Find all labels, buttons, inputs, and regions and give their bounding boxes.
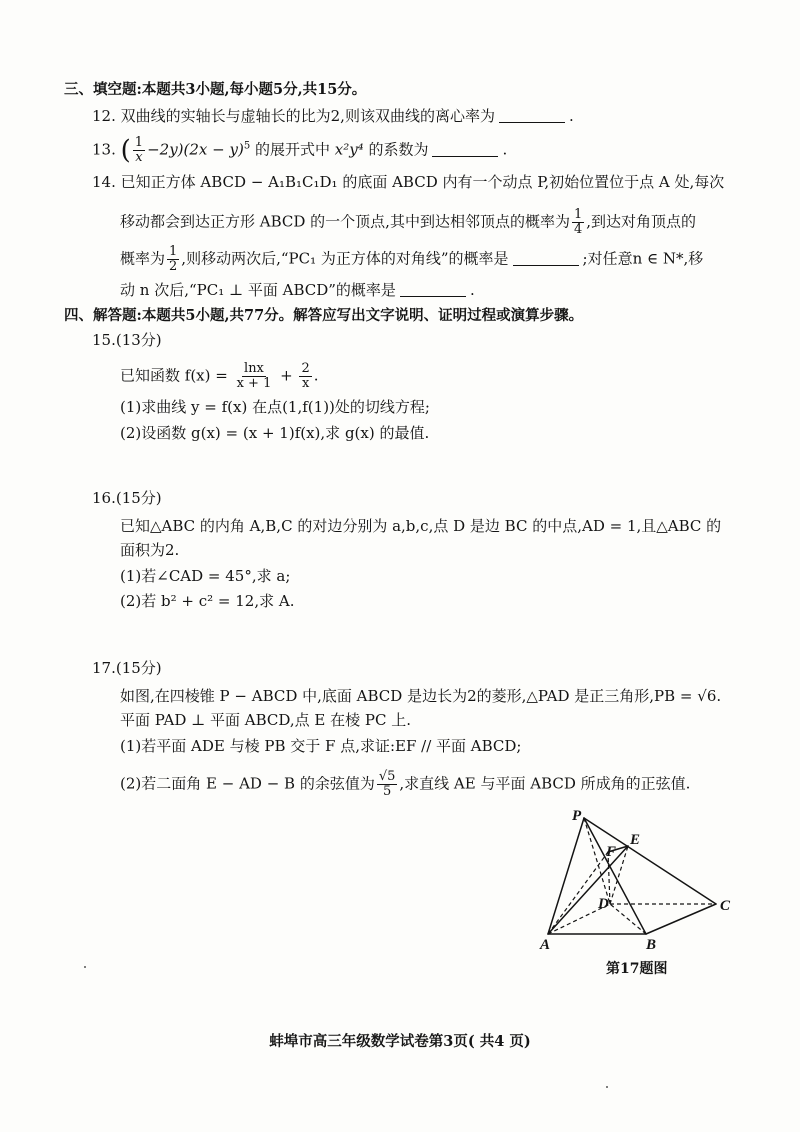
q14-number: 14. [92, 173, 116, 191]
section-4-heading: 四、解答题:本题共5小题,共77分。解答应写出文字说明、证明过程或演算步骤。 [64, 307, 584, 324]
q15-part2: (2)设函数 g(x) = (x + 1)f(x),求 g(x) 的最值. [120, 424, 430, 442]
q12-end: . [568, 107, 574, 125]
question-12 [92, 106, 574, 126]
q15-part1: (1)求曲线 y = f(x) 在点(1,f(1))处的切线方程; [120, 398, 430, 416]
q14-answer-blank-2[interactable] [400, 282, 466, 297]
question-14-line2 [120, 208, 696, 237]
page-footer: 蚌埠市高三年级数学试卷第3页( 共4 页) [269, 1033, 531, 1050]
scan-speck [84, 966, 86, 968]
section-3-heading: 三、填空题:本题共3小题,每小题5分,共15分。 [64, 81, 367, 98]
q12-answer-blank[interactable] [499, 108, 565, 123]
q14-text-line2b: ,到达对角顶点的 [586, 212, 697, 231]
q14-text-line3a: 概率为 [120, 249, 166, 268]
q13-fraction: $\frac{1}{x}$ [134, 135, 144, 165]
q13-power: 5 [243, 140, 251, 152]
q15-fraction-2: $\frac{2}{x}$ [301, 361, 310, 391]
q14-answer-blank-1[interactable] [513, 251, 579, 266]
q16-part1: (1)若∠CAD = 45°,求 a; [120, 567, 291, 585]
q15-fraction-1: $\frac{\ln x}{x + 1}$ [236, 361, 272, 391]
q14-fraction-2: $\frac{1}{2}$ [169, 244, 178, 274]
q13-term: x²y⁴ [334, 140, 364, 159]
label-a: A [540, 937, 551, 953]
q17-part2a: (2)若二面角 E − AD − B 的余弦值为 [120, 774, 375, 793]
q13-text1: 的展开式中 [250, 140, 335, 159]
q12-number: 12. [92, 107, 116, 125]
q16-line2: 面积为2. [120, 541, 180, 559]
q14-text-line1: 已知正方体 ABCD − A₁B₁C₁D₁ 的底面 ABCD 内有一个动点 P,初始位置位于点 A 处,每次 [120, 173, 725, 191]
edge-pc [584, 818, 716, 904]
question-14-line3 [120, 245, 703, 274]
q14-text-line4a: 动 n 次后,“PC₁ ⊥ 平面 ABCD”的概率是 [120, 281, 396, 299]
q14-text-line3b: ,则移动两次后,“PC₁ 为正方体的对角线”的概率是 [181, 249, 509, 268]
q16-line1: 已知△ABC 的内角 A,B,C 的对边分别为 a,b,c,点 D 是边 BC 的中点,AD = 1,且△ABC 的 [120, 517, 722, 535]
q13-answer-blank[interactable] [432, 142, 498, 157]
question-14-line4 [120, 280, 475, 300]
label-f: F [606, 844, 617, 860]
label-b: B [646, 937, 657, 953]
q17-number: 17.(15分) [92, 659, 162, 677]
q14-text-line3c: ;对任意n ∈ N*,移 [582, 249, 704, 268]
q16-part2: (2)若 b² + c² = 12,求 A. [120, 592, 295, 610]
q16-number: 16.(15分) [92, 489, 162, 507]
q14-fraction-1: $\frac{1}{4}$ [573, 207, 583, 237]
q15-plus: + [275, 366, 298, 385]
q15-number: 15.(13分) [92, 331, 162, 349]
label-p: P [572, 808, 582, 824]
q13-end: . [502, 140, 508, 159]
q17-part2b: ,求直线 AE 与平面 ABCD 所成角的正弦值. [399, 774, 691, 793]
q13-number: 13. [92, 140, 116, 159]
q15-end: . [313, 366, 319, 385]
q14-end: . [469, 281, 475, 299]
q17-part2 [120, 770, 690, 799]
q15-intro: 已知函数 f(x) = [120, 366, 233, 385]
edge-bd [610, 904, 646, 934]
q13-expression: −2y)(2x − y) [147, 140, 244, 159]
q17-fraction: $\frac{√5}{5}$ [378, 769, 396, 799]
q17-line2: 平面 PAD ⊥ 平面 ABCD,点 E 在棱 PC 上. [120, 711, 411, 729]
q17-pyramid-figure [536, 806, 746, 956]
edge-bc [646, 904, 716, 934]
q12-text: 双曲线的实轴长与虚轴长的比为2,则该双曲线的离心率为 [120, 107, 495, 125]
label-c: C [720, 898, 731, 914]
label-d: D [598, 896, 609, 912]
q17-figure-caption: 第17题图 [606, 961, 668, 977]
label-e: E [630, 832, 641, 848]
q15-function [120, 362, 319, 391]
scan-speck [606, 1086, 608, 1088]
question-13: 13. ( $\frac{1}{x}$ $-2y)(2x - y)^5$ 的展开式中 x²y⁴ 的系数为 . [92, 135, 508, 166]
q17-line1: 如图,在四棱锥 P − ABCD 中,底面 ABCD 是边长为2的菱形,△PAD 是正三角形,PB = √6. [120, 687, 722, 705]
q13-text2: 的系数为 [363, 140, 429, 159]
edge-af [548, 852, 608, 934]
q14-text-line2a: 移动都会到达正方形 ABCD 的一个顶点,其中到达相邻顶点的概率为 [120, 212, 570, 231]
q17-part1: (1)若平面 ADE 与棱 PB 交于 F 点,求证:EF // 平面 ABCD; [120, 737, 522, 755]
question-14-line1 [92, 172, 724, 192]
edge-pa [548, 818, 584, 934]
